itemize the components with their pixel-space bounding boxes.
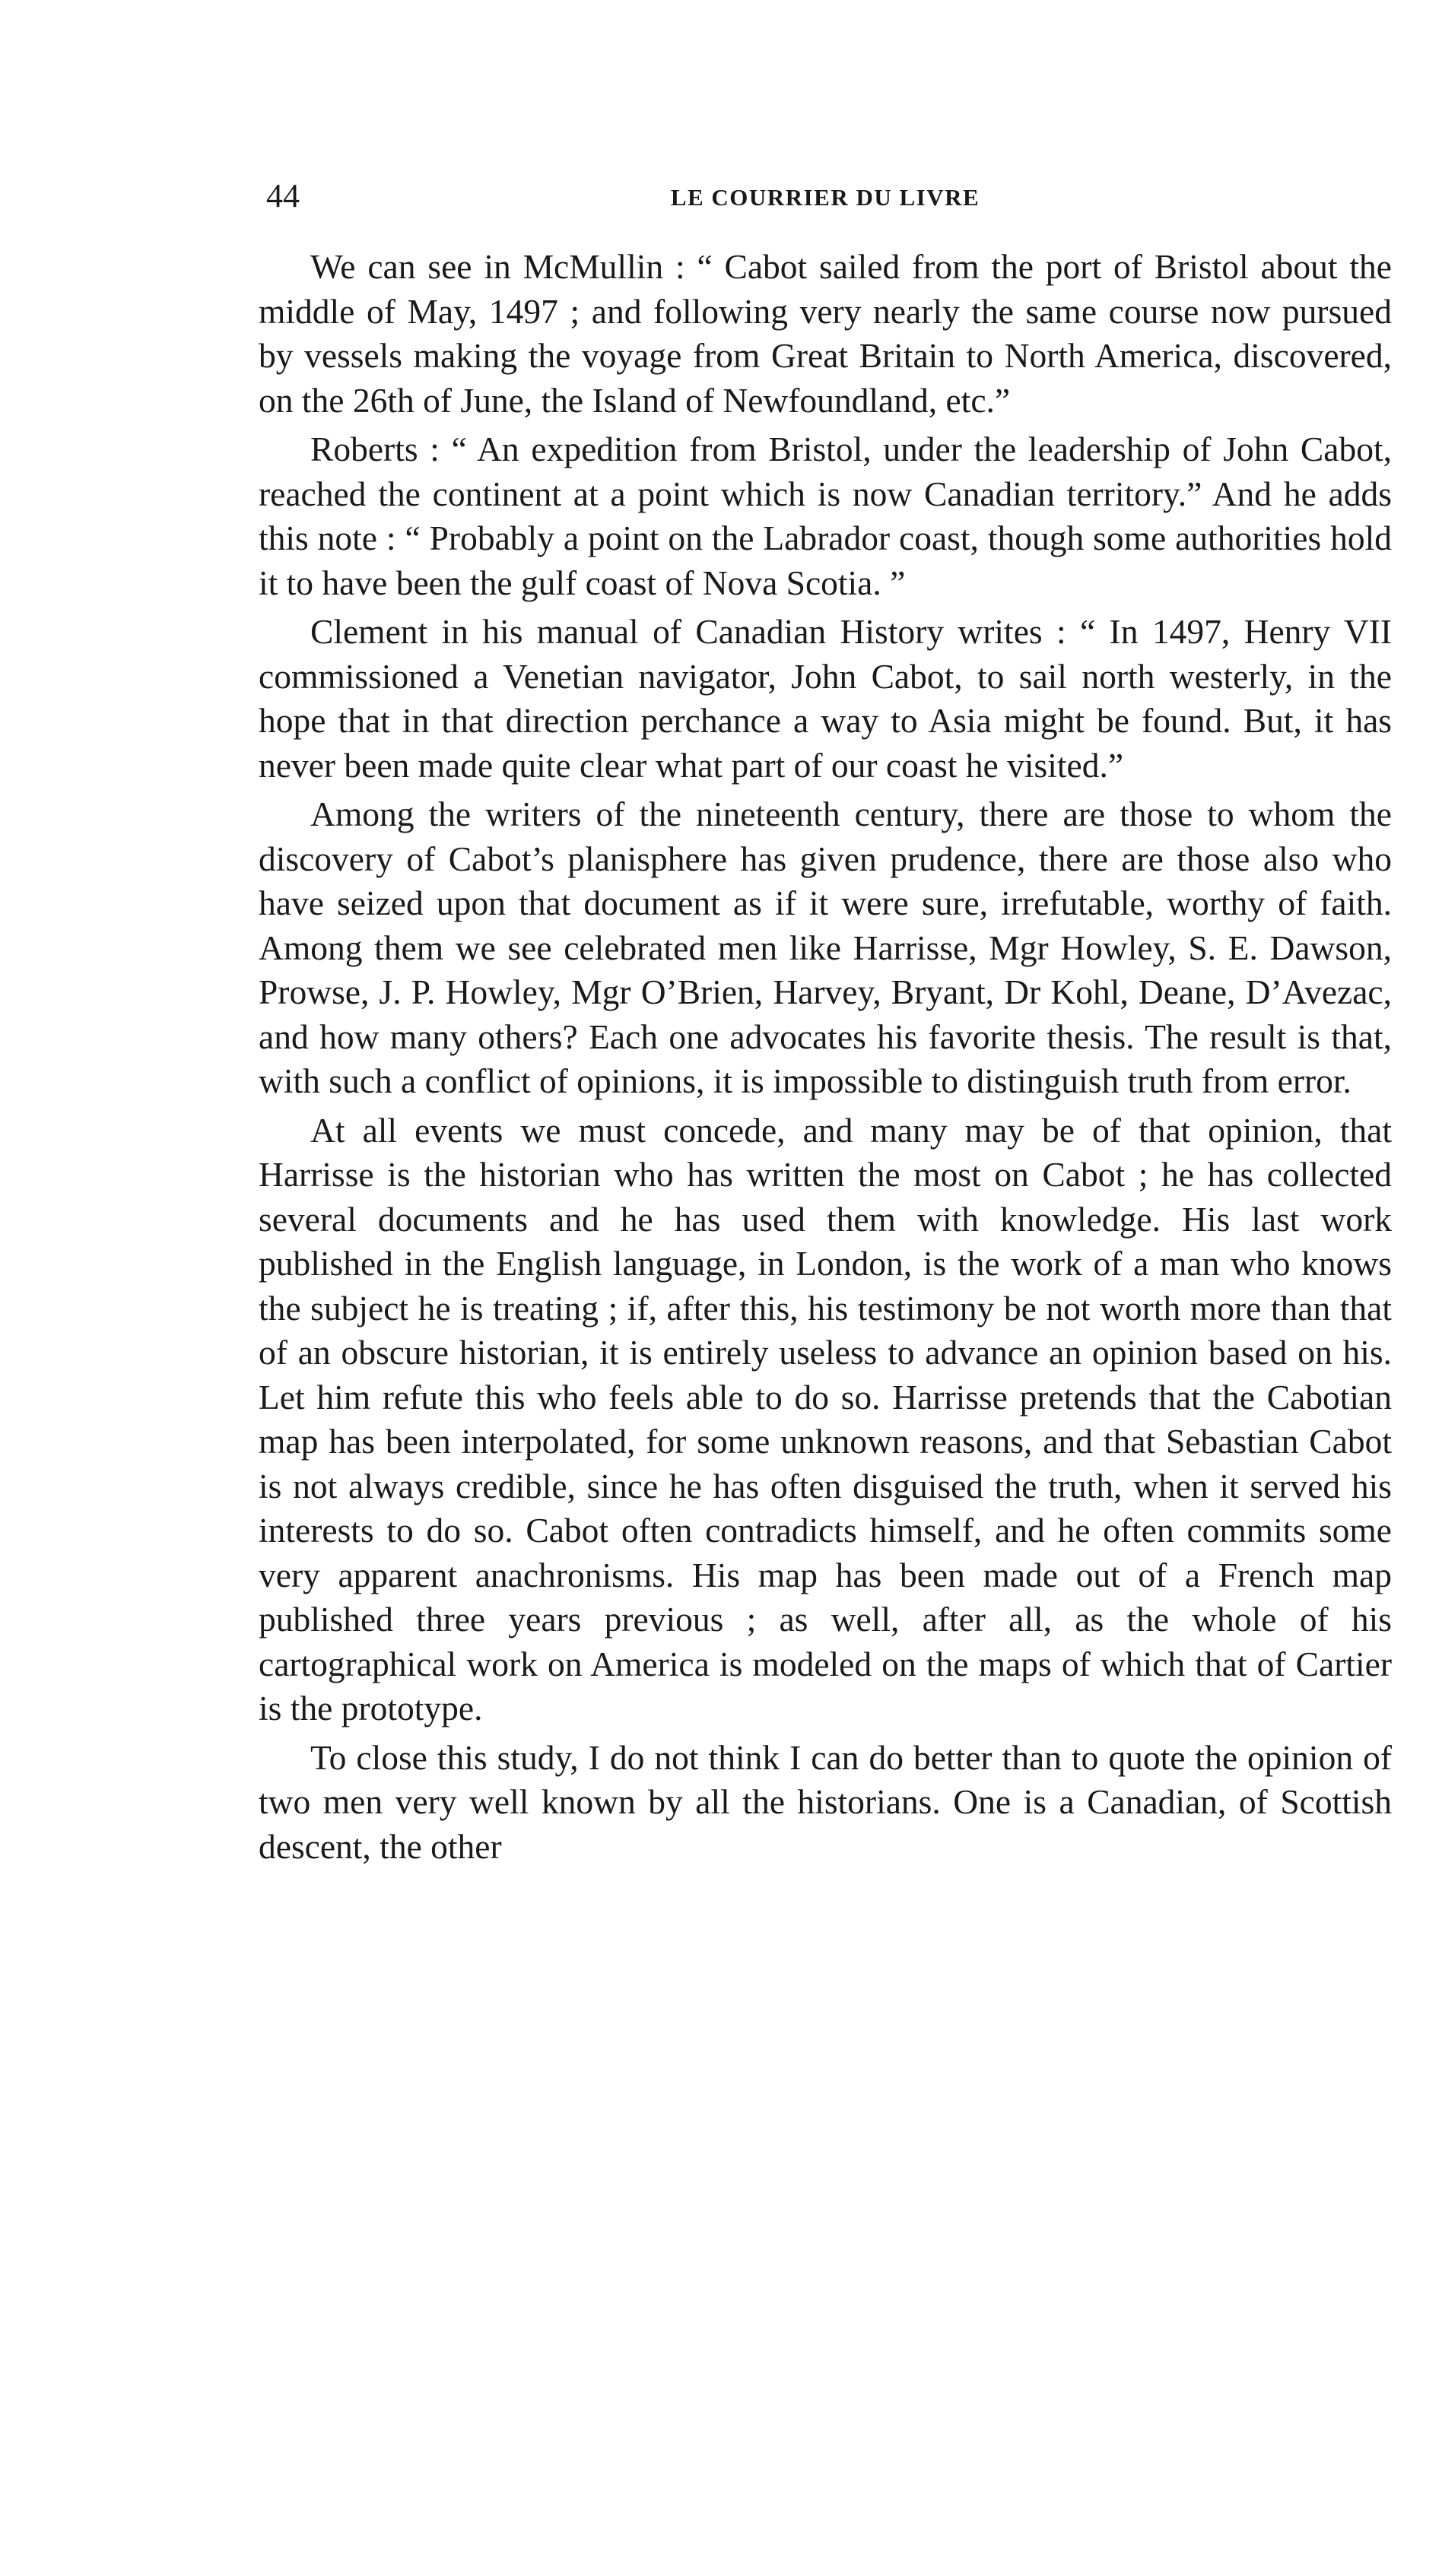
paragraph-harrisse: At all events we must concede, and many may be of that opinion, that Harrisse is the historian who has written the most on Cabot ; he has collected several documents and he has used them with knowledge. His last work published in the English language, in London, is the work of a man who knows the subject he is treating ; if, after this, his testimony be not worth more than that of an obscure historian, it is entirely useless to advance an opinion based on his. Let him refute this who feels able to do so. Harrisse pretends that the Cabotian map has been interpolated, for some unknown reasons, and that Sebastian Cabot is not always credible, since he has often disguised the truth, when it served his interests to do so. Cabot often contradicts himself, and he often commits some very apparent anachronisms. His map has been made out of a French map published three years previous ; as well, after all, as the whole of his cartographical work on America is modeled on the maps of which that of Cartier is the prototype. xyxy=(259,1110,1392,1727)
paragraph-mcmullin: We can see in McMullin : “ Cabot sailed from the port of Bristol about the middle of May, 1497 ; and following very nearly the same course now pursued by vessels making the voyage from Great Britain to North America, discovered, on the 26th of June, the Island of Newfoundland, etc.” xyxy=(259,247,1392,420)
paragraph-nineteenth-century-writers: Among the writers of the nineteenth century, there are those to whom the discovery of Cabot’s planisphere has given prudence, there are those also who have seized upon that document as if it were sure, irrefutable, worthy of faith. Among them we see celebrated men like Harrisse, Mgr Howley, S. E. Dawson, Prowse, J. P. Howley, Mgr O’Brien, Harvey, Bryant, Dr Kohl, Deane, D’Avezac, and how many others? Each one advocates his favorite thesis. The result is that, with such a conflict of opinions, it is impossible to distinguish truth from error. xyxy=(259,795,1392,1100)
running-head xyxy=(259,175,1392,220)
journal-title: LE COURRIER DU LIVRE xyxy=(670,184,980,211)
paragraph-clement: Clement in his manual of Canadian History writes : “ In 1497, Henry VII commissioned a Venetian navigator, John Cabot, to sail north westerly, in the hope that in that direction perchance a way to Asia might be found. But, it has never been made quite clear what part of our coast he visited.” xyxy=(259,612,1392,785)
paragraph-conclusion: To close this study, I do not think I can do better than to quote the opinion of two men very well known by all the historians. One is a Canadian, of Scottish descent, the other xyxy=(259,1737,1392,1866)
body-text xyxy=(259,245,1392,1869)
page-number: 44 xyxy=(266,177,300,214)
book-page xyxy=(259,175,1392,1873)
paragraph-roberts: Roberts : “ An expedition from Bristol, under the leadership of John Cabot, reached the continent at a point which is now Canadian territory.” And he adds this note : “ Probably a point on the Labrador coast, though some authorities hold it to have been the gulf coast of Nova Scotia. ” xyxy=(259,430,1392,602)
